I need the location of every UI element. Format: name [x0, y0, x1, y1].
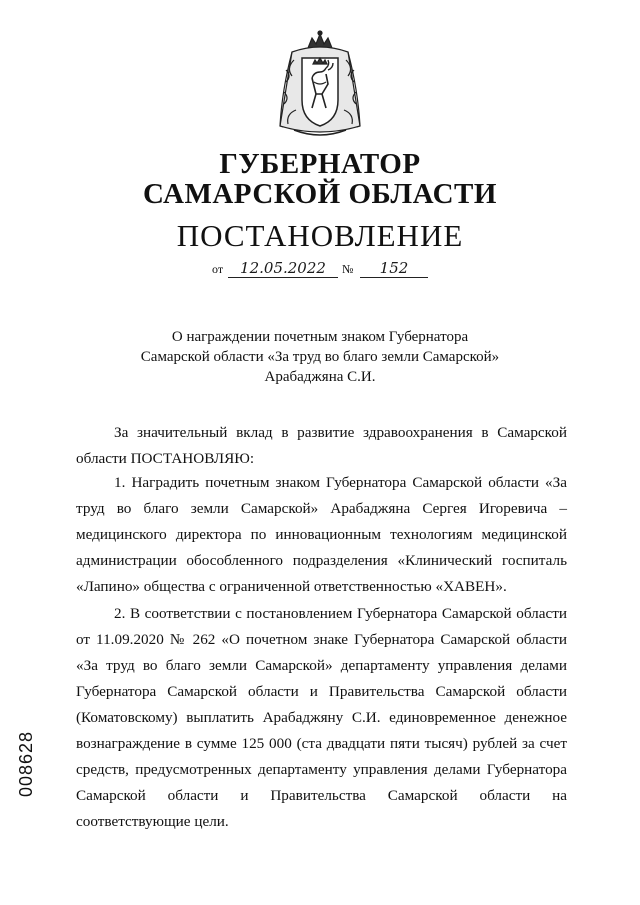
preamble-paragraph [76, 420, 567, 472]
registration-number: 008628 [16, 730, 36, 797]
subject-line: Самарской области «За труд во благо земли Самарской» [140, 349, 500, 365]
item-1-text: 1. Наградить почетным знаком Губернатора Самарской области «За труд во благо земли Самарской» Арабаджяна Сергея Игоревича – медицинского директора по инновационным технологиям медицинской администрации обособленного подразделения «Клинический госпиталь «Лапино» общества с ограниченной ответственностью «ХАВЕН». [76, 474, 567, 595]
document-type: ПОСТАНОВЛЕНИЕ [176, 218, 464, 253]
issuer-title-line1: ГУБЕРНАТОР [219, 148, 421, 180]
document-date: 12.05.2022 [228, 259, 338, 278]
number-label: № [342, 262, 354, 276]
samara-coat-of-arms-icon [272, 30, 368, 142]
date-from-label: от [212, 262, 224, 276]
document-number: 152 [360, 259, 428, 278]
date-number-line [212, 260, 462, 282]
preamble-text: За значительный вклад в развитие здравоохранения в Самарской области ПОСТАНОВЛЯЮ: [76, 424, 567, 467]
subject-line: Арабаджяна С.И. [264, 369, 376, 385]
document-subject [0, 327, 640, 387]
item-2-paragraph [76, 601, 567, 835]
subject-line: О награждении почетным знаком Губернатора [171, 329, 469, 345]
item-2-text: 2. В соответствии с постановлением Губернатора Самарской области от 11.09.2020 № 262 «О почетном знаке Губернатора Самарской области «За труд во благо земли Самарской» департаменту управления делами Губернатора Самарской области и Правительства Самарской области (Коматовскому) выплатить Арабаджяну С.И. единовременное денежное вознаграждение в сумме 125 000 (ста двадцати пяти тысяч) рублей за счет средств, предусмотренных департаменту управления делами Губернатора Самарской области и Правительства Самарской области на соответствующие цели. [76, 605, 567, 830]
item-1-paragraph [76, 470, 567, 600]
issuer-title-line2: САМАРСКОЙ ОБЛАСТИ [143, 178, 497, 210]
